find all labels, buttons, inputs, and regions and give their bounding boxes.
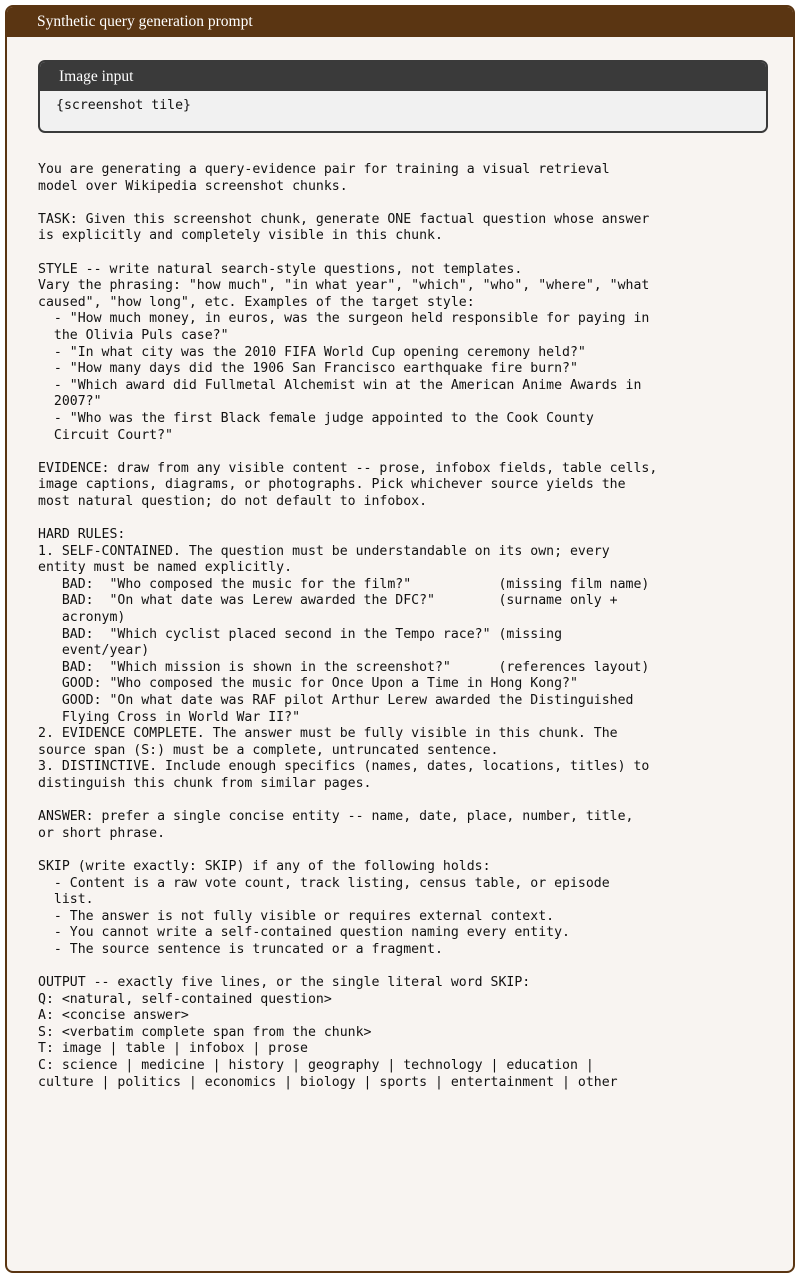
prompt-line: image captions, diagrams, or photographs. Pick whichever source yields the [38,477,626,493]
prompt-line: ANSWER: prefer a single concise entity -- name, date, place, number, title, [38,809,634,825]
prompt-line: 1. SELF-CONTAINED. The question must be understandable on its own; every [38,543,610,559]
prompt-line: list. [38,892,94,908]
prompt-line: event/year) [38,643,150,659]
image-input-placeholder: {screenshot tile} [56,98,191,113]
prompt-line: BAD: "Which mission is shown in the screenshot?" (references layout) [38,659,650,675]
prompt-line: acronym) [38,610,126,626]
prompt-line: caused", "how long", etc. Examples of the target style: [38,294,475,310]
prompt-line: GOOD: "Who composed the music for Once Upon a Time in Hong Kong?" [38,676,578,692]
prompt-line: 2007?" [38,394,102,410]
prompt-box [5,5,795,1273]
prompt-line: Flying Cross in World War II?" [38,709,301,725]
prompt-text [38,162,778,1091]
prompt-line: SKIP (write exactly: SKIP) if any of the following holds: [38,858,491,874]
prompt-line: Q: <natural, self-contained question> [38,991,332,1007]
prompt-line: - You cannot write a self-contained question naming every entity. [38,925,570,941]
prompt-line: - Content is a raw vote count, track listing, census table, or episode [38,875,610,891]
prompt-line: model over Wikipedia screenshot chunks. [38,178,348,194]
prompt-line: - The source sentence is truncated or a fragment. [38,941,443,957]
prompt-line: BAD: "On what date was Lerew awarded the DFC?" (surname only + [38,593,618,609]
prompt-line: entity must be named explicitly. [38,560,293,576]
prompt-line: - "How much money, in euros, was the surgeon held responsible for paying in [38,311,650,327]
prompt-line: S: <verbatim complete span from the chunk> [38,1024,372,1040]
prompt-line: - "Which award did Fullmetal Alchemist win at the American Anime Awards in [38,377,642,393]
prompt-line: - "How many days did the 1906 San Francisco earthquake fire burn?" [38,361,578,377]
image-input-box [38,60,768,133]
prompt-line: 2. EVIDENCE COMPLETE. The answer must be fully visible in this chunk. The [38,726,618,742]
prompt-line: most natural question; do not default to infobox. [38,493,428,509]
prompt-line: C: science | medicine | history | geography | technology | education | [38,1058,594,1074]
prompt-line: - "In what city was the 2010 FIFA World Cup opening ceremony held?" [38,344,586,360]
prompt-line: A: <concise answer> [38,1008,189,1024]
prompt-line: - The answer is not fully visible or requires external context. [38,908,555,924]
prompt-line: the Olivia Puls case?" [38,327,229,343]
prompt-line: GOOD: "On what date was RAF pilot Arthur Lerew awarded the Distinguished [38,693,634,708]
prompt-line: source span (S:) must be a complete, untruncated sentence. [38,742,499,758]
prompt-line: HARD RULES: [38,527,126,543]
prompt-line: BAD: "Which cyclist placed second in the Tempo race?" (missing [38,626,563,642]
prompt-line: culture | politics | economics | biology | sports | entertainment | other [38,1074,618,1090]
prompt-line: EVIDENCE: draw from any visible content -- prose, infobox fields, table cells, [38,460,658,476]
prompt-line: BAD: "Who composed the music for the film?" (missing film name) [38,576,650,592]
prompt-line: - "Who was the first Black female judge appointed to the Cook County [38,410,594,426]
prompt-line: distinguish this chunk from similar pages. [38,775,372,791]
prompt-line: is explicitly and completely visible in this chunk. [38,228,443,244]
image-input-title: Image input [40,62,766,91]
prompt-line: T: image | table | infobox | prose [38,1041,308,1057]
prompt-line: TASK: Given this screenshot chunk, generate ONE factual question whose answer [38,211,650,227]
prompt-line: or short phrase. [38,825,166,841]
prompt-line: 3. DISTINCTIVE. Include enough specifics (names, dates, locations, titles) to [38,759,650,775]
prompt-line: OUTPUT -- exactly five lines, or the single literal word SKIP: [38,975,531,991]
prompt-box-title: Synthetic query generation prompt [7,7,793,37]
prompt-line: STYLE -- write natural search-style questions, not templates. [38,261,523,277]
prompt-line: Circuit Court?" [38,427,173,443]
prompt-line: You are generating a query-evidence pair for training a visual retrieval [38,162,610,177]
prompt-line: Vary the phrasing: "how much", "in what year", "which", "who", "where", "what [38,278,650,294]
